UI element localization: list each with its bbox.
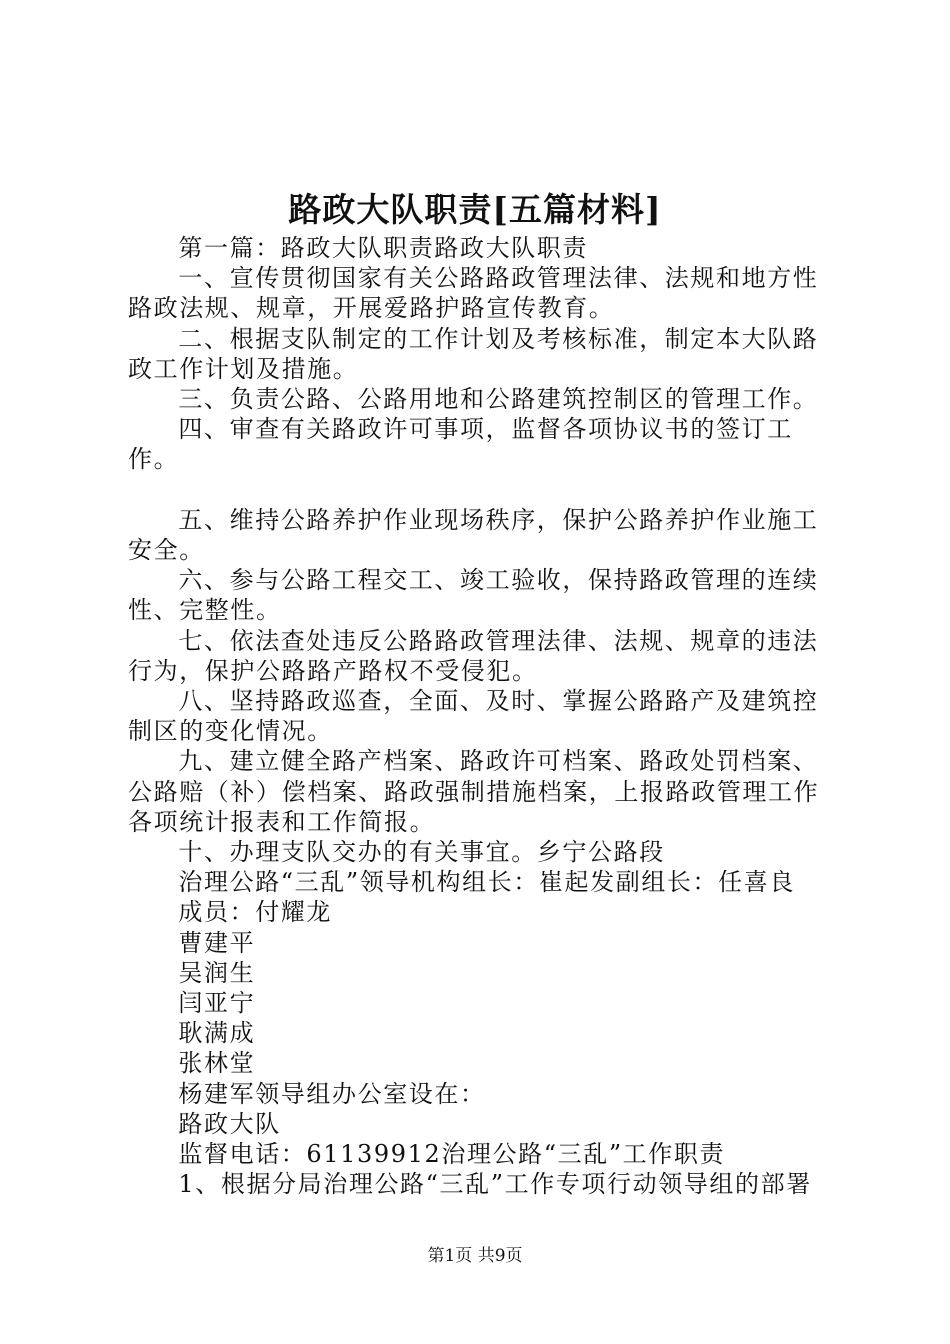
document-body bbox=[128, 233, 840, 1199]
member-name: 闫亚宁 bbox=[178, 989, 256, 1018]
paragraph: 二、根据支队制定的工作计划及考核标准，制定本大队路政工作计划及措施。 bbox=[128, 324, 819, 383]
member-name: 张林堂 bbox=[178, 1049, 256, 1078]
paragraph: 五、维持公路养护作业现场秩序，保护公路养护作业施工安全。 bbox=[128, 505, 819, 565]
paragraph: 八、坚持路政巡查，全面、及时、掌握公路路产及建筑控制区的变化情况。 bbox=[128, 687, 819, 746]
paragraph: 杨建军领导组办公室设在： bbox=[178, 1079, 486, 1108]
paragraph: 四、审查有关路政许可事项，监督各项协议书的签订工作。 bbox=[128, 415, 793, 474]
paragraph: 成员：付耀龙 bbox=[178, 898, 332, 927]
paragraph: 监督电话：61139912治理公路“三乱”工作职责 bbox=[178, 1140, 726, 1169]
paragraph: 治理公路“三乱”领导机构组长：崔起发副组长：任喜良 bbox=[178, 868, 795, 897]
blank-line bbox=[128, 475, 840, 505]
paragraph: 十、办理支队交办的有关事宜。乡宁公路段 bbox=[178, 838, 665, 867]
paragraph: 1、根据分局治理公路“三乱”工作专项行动领导组的部署 bbox=[178, 1170, 812, 1199]
paragraph: 三、负责公路、公路用地和公路建筑控制区的管理工作。 bbox=[178, 385, 819, 414]
paragraph: 九、建立健全路产档案、路政许可档案、路政处罚档案、公路赔（补）偿档案、路政强制措施档案，上报路政管理工作各项统计报表和工作简报。 bbox=[128, 747, 820, 836]
paragraph: 六、参与公路工程交工、竣工验收，保持路政管理的连续性、完整性。 bbox=[128, 566, 819, 625]
paragraph-heading: 第一篇：路政大队职责路政大队职责 bbox=[178, 234, 588, 262]
member-name: 耿满成 bbox=[178, 1019, 256, 1048]
page-footer: 第1页 共9页 bbox=[427, 1246, 523, 1266]
paragraph: 七、依法查处违反公路路政管理法律、法规、规章的违法行为，保护公路路产路权不受侵犯。 bbox=[128, 626, 819, 685]
paragraph: 一、宣传贯彻国家有关公路路政管理法律、法规和地方性路政法规、规章，开展爱路护路宣传教育。 bbox=[128, 264, 819, 323]
member-name: 吴润生 bbox=[178, 958, 256, 987]
member-name: 曹建平 bbox=[178, 928, 256, 957]
document-title: 路政大队职责[五篇材料] bbox=[288, 190, 662, 229]
paragraph: 路政大队 bbox=[178, 1109, 281, 1138]
